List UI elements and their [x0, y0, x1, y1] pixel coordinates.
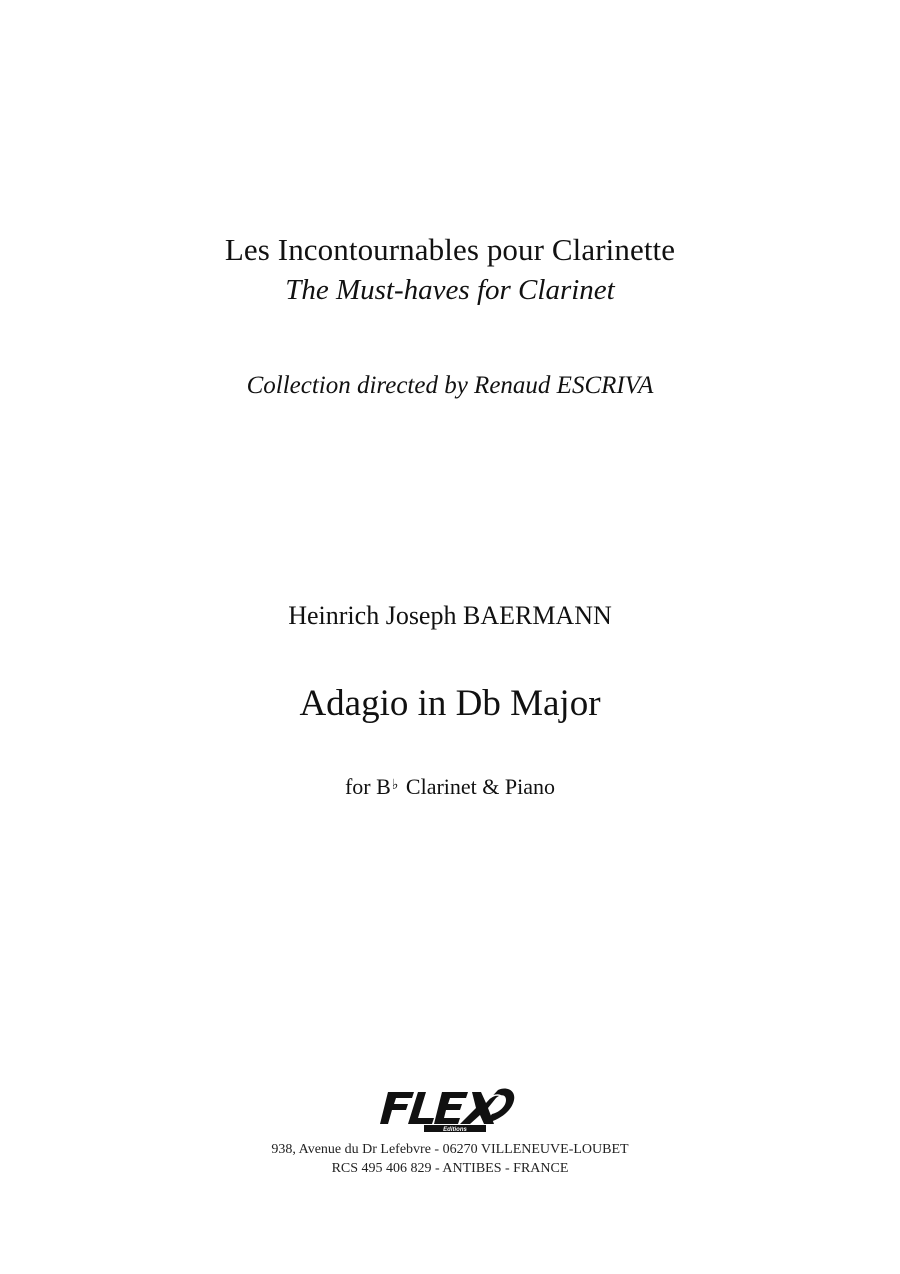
instrumentation — [0, 774, 900, 800]
publisher-address-line-2: RCS 495 406 829 - ANTIBES - FRANCE — [331, 1161, 569, 1176]
series-subtitle: The Must-haves for Clarinet — [285, 274, 615, 306]
composer-name: Heinrich Joseph BAERMANN — [288, 601, 612, 630]
series-title: Les Incontournables pour Clarinette — [224, 232, 676, 267]
publisher-address-line-1: 938, Avenue du Dr Lefebvre - 06270 VILLENEUVE-LOUBET — [271, 1142, 629, 1157]
work-title: Adagio in Db Major — [299, 683, 601, 724]
instrumentation-suffix: Clarinet & Piano — [400, 774, 556, 799]
flat-sign: ♭ — [391, 778, 399, 793]
instrumentation-prefix: for B — [344, 774, 391, 799]
flex-editions-logo — [380, 1084, 520, 1134]
collection-credit: Collection directed by Renaud ESCRIVA — [246, 372, 654, 399]
svg-text:Editions: Editions — [443, 1127, 467, 1133]
